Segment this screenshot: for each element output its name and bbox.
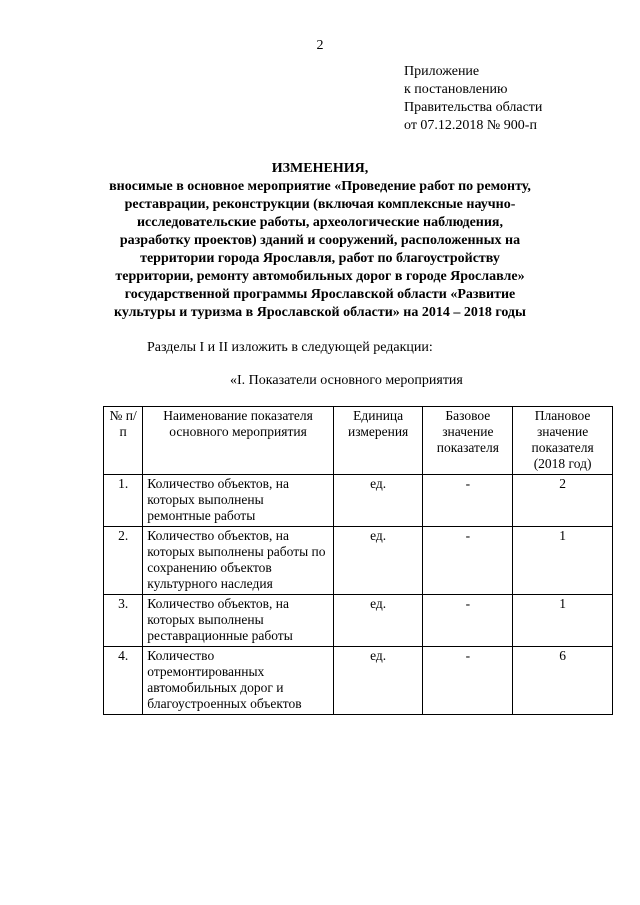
header-plan: Плановое значение показателя (2018 год)	[513, 407, 613, 475]
section-heading: «I. Показатели основного мероприятия	[230, 373, 463, 388]
document-title	[100, 160, 540, 322]
cell-num: 1.	[104, 475, 143, 527]
cell-base: -	[423, 595, 513, 647]
cell-plan: 1	[513, 595, 613, 647]
table-row	[104, 595, 613, 647]
cell-unit: ед.	[333, 475, 423, 527]
header-base: Базовое значение показателя	[423, 407, 513, 475]
cell-plan: 1	[513, 527, 613, 595]
cell-name: Количество объектов, на которых выполнены работы по сохранению объектов культурного наследия	[143, 527, 333, 595]
cell-unit: ед.	[333, 595, 423, 647]
appendix-line: Правительства области	[404, 100, 543, 115]
intro-text: Разделы I и II изложить в следующей редакции:	[147, 340, 433, 355]
table-row	[104, 527, 613, 595]
title-heading: ИЗМЕНЕНИЯ,	[271, 161, 369, 176]
cell-unit: ед.	[333, 527, 423, 595]
cell-num: 3.	[104, 595, 143, 647]
header-num: № п/п	[104, 407, 143, 475]
appendix-line: к постановлению	[404, 82, 508, 97]
cell-base: -	[423, 527, 513, 595]
cell-name: Количество отремонтированных автомобильных дорог и благоустроенных объектов	[143, 647, 333, 715]
cell-plan: 6	[513, 647, 613, 715]
cell-num: 2.	[104, 527, 143, 595]
appendix-block	[404, 63, 542, 135]
page-number: 2	[316, 38, 324, 53]
cell-plan: 2	[513, 475, 613, 527]
table-row	[104, 647, 613, 715]
cell-name: Количество объектов, на которых выполнены реставрационные работы	[143, 595, 333, 647]
cell-base: -	[423, 475, 513, 527]
header-unit: Единица измерения	[333, 407, 423, 475]
appendix-line: Приложение	[404, 64, 480, 79]
cell-num: 4.	[104, 647, 143, 715]
cell-unit: ед.	[333, 647, 423, 715]
indicators-table	[103, 406, 613, 715]
cell-base: -	[423, 647, 513, 715]
title-body: вносимые в основное мероприятие «Проведение работ по ремонту, реставрации, реконструкции (включая комплексные научно-исследовательские работы, археологические наблюдения, разработку проектов) зданий и сооружений, расположенных на территории города Ярославля, работ по благоустройству территории, ремонту автомобильных дорог в городе Ярославле» государственной программы Ярославской области «Развитие культуры и туризма в Ярославской области» на 2014 – 2018 годы	[109, 179, 531, 320]
header-name: Наименование показателя основного мероприятия	[143, 407, 333, 475]
table-header-row	[104, 407, 613, 475]
appendix-line: от 07.12.2018 № 900-п	[404, 118, 537, 133]
table-row	[104, 475, 613, 527]
cell-name: Количество объектов, на которых выполнены ремонтные работы	[143, 475, 333, 527]
